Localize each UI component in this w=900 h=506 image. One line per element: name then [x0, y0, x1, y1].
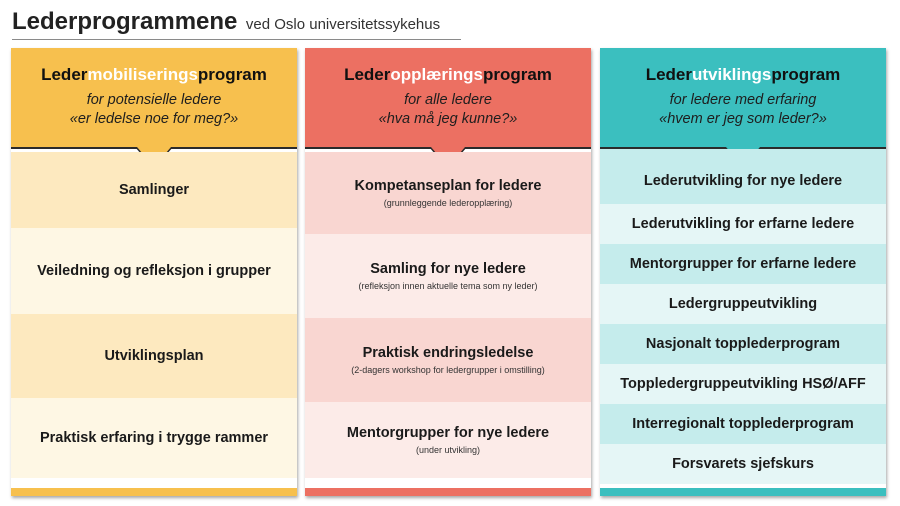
column-question: «hvem er jeg som leder?» — [659, 111, 827, 127]
column-footer — [11, 488, 297, 496]
list-item: Samlinger — [11, 152, 297, 228]
column-header — [11, 48, 297, 148]
column-footer — [600, 488, 886, 496]
column-title: Lederutviklingsprogram — [645, 65, 841, 84]
column-items — [600, 149, 886, 484]
column-mobilization-program — [11, 48, 297, 496]
column-training-program — [305, 48, 591, 496]
column-title: Lederopplæringsprogram — [344, 65, 552, 84]
list-item: Kompetanseplan for ledere (grunnleggende lederopplæring) — [305, 152, 591, 234]
column-items — [11, 152, 297, 478]
list-item: Ledergruppeutvikling — [600, 284, 886, 324]
column-header — [600, 48, 886, 148]
column-footer — [305, 488, 591, 496]
list-item: Mentorgrupper for erfarne ledere — [600, 244, 886, 284]
list-item: Nasjonalt topplederprogram — [600, 324, 886, 364]
list-item: Veiledning og refleksjon i grupper — [11, 228, 297, 314]
column-development-program — [600, 48, 886, 496]
column-question: «er ledelse noe for meg?» — [69, 111, 239, 127]
column-title: Ledermobiliseringsprogram — [41, 65, 267, 84]
column-audience: for ledere med erfaring — [669, 92, 817, 108]
list-item: Praktisk erfaring i trygge rammer — [11, 398, 297, 478]
page-title-sub: ved Oslo universitetssykehus — [245, 16, 441, 33]
page-title-main: Lederprogrammene — [12, 8, 238, 35]
column-items — [305, 152, 591, 478]
page-title — [12, 8, 440, 36]
title-divider — [12, 39, 461, 40]
list-item: Praktisk endringsledelse (2-dagers workshop for ledergrupper i omstilling) — [305, 318, 591, 402]
column-audience: for potensielle ledere — [86, 92, 222, 108]
column-header — [305, 48, 591, 148]
list-item: Samling for nye ledere (refleksjon innen aktuelle tema som ny leder) — [305, 234, 591, 318]
list-item: Toppledergruppeutvikling HSØ/AFF — [600, 364, 886, 404]
list-item: Utviklingsplan — [11, 314, 297, 398]
column-audience: for alle ledere — [404, 92, 492, 108]
list-item: Mentorgrupper for nye ledere (under utvikling) — [305, 402, 591, 478]
list-item: Lederutvikling for erfarne ledere — [600, 204, 886, 244]
column-question: «hva må jeg kunne?» — [378, 111, 518, 127]
list-item: Interregionalt topplederprogram — [600, 404, 886, 444]
list-item: Lederutvikling for nye ledere — [600, 149, 886, 204]
list-item: Forsvarets sjefskurs — [600, 444, 886, 484]
